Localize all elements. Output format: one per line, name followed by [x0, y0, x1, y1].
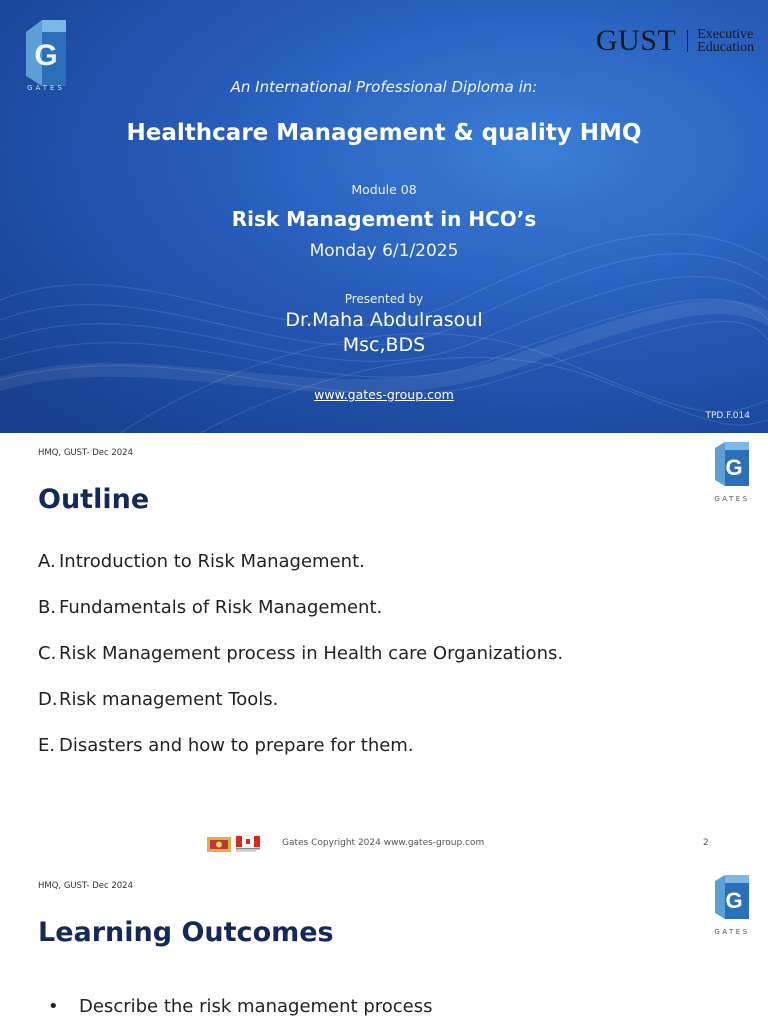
gust-sub-line2: Education [697, 40, 754, 55]
presented-by-label: Presented by [344, 292, 424, 306]
svg-text:G: G [725, 455, 743, 480]
gates-logo-text: GATES [27, 84, 65, 92]
outline-item-letter: D. [38, 689, 58, 710]
list-item [48, 996, 433, 1017]
outline-item [38, 689, 278, 710]
outline-item-text: Fundamentals of Risk Management. [59, 597, 383, 618]
bullet-text: Describe the risk management process [79, 996, 433, 1017]
gust-logo-subtitle [697, 28, 754, 54]
outline-item [38, 551, 365, 572]
presenter-degree: Msc,BDS [342, 334, 426, 356]
outline-item [38, 597, 382, 618]
svg-text:G: G [34, 39, 58, 72]
session-date: Monday 6/1/2025 [309, 241, 459, 261]
header-tag: HMQ, GUST- Dec 2024 [38, 448, 133, 458]
outline-item-text: Risk management Tools. [59, 689, 279, 710]
title-slide [0, 0, 768, 433]
gates-logo-icon [713, 442, 751, 486]
module-label: Module 08 [351, 182, 417, 197]
svg-text:G: G [725, 888, 743, 913]
outline-item-text: Introduction to Risk Management. [59, 551, 365, 572]
outline-item [38, 735, 414, 756]
document-code: TPD.F.014 [705, 411, 750, 421]
slide-title: Outline [38, 484, 150, 515]
presenter-name: Dr.Maha Abdulrasoul [285, 309, 483, 331]
diploma-subtitle: An International Professional Diploma in: [230, 78, 538, 96]
outline-item [38, 643, 563, 664]
footer-copyright: Gates Copyright 2024 www.gates-group.com [282, 838, 485, 848]
gust-logo-divider [687, 30, 688, 52]
gates-logo-icon [713, 875, 751, 919]
module-topic: Risk Management in HCO’s [231, 207, 537, 231]
outline-item-letter: E. [38, 735, 56, 756]
outline-item-text: Risk Management process in Health care Organizations. [59, 643, 564, 664]
gates-logo-text: GATES [714, 928, 750, 936]
gust-logo-word: GUST [595, 24, 677, 57]
outline-item-text: Disasters and how to prepare for them. [59, 735, 414, 756]
outline-item-letter: B. [38, 597, 57, 618]
gates-logo-text: GATES [714, 495, 750, 503]
partner-logos-icon [207, 835, 263, 853]
slide-footer [0, 835, 768, 855]
slide-title: Learning Outcomes [38, 917, 334, 948]
outline-item-letter: C. [38, 643, 57, 664]
page-number: 2 [703, 838, 709, 848]
header-tag: HMQ, GUST- Dec 2024 [38, 881, 133, 891]
gust-sub-line1: Executive [697, 27, 754, 42]
website-link[interactable]: www.gates-group.com [314, 387, 454, 402]
outline-item-letter: A. [38, 551, 56, 572]
bullet-marker: • [48, 996, 59, 1017]
program-title: Healthcare Management & quality HMQ [126, 120, 642, 146]
gust-logo [596, 24, 754, 58]
